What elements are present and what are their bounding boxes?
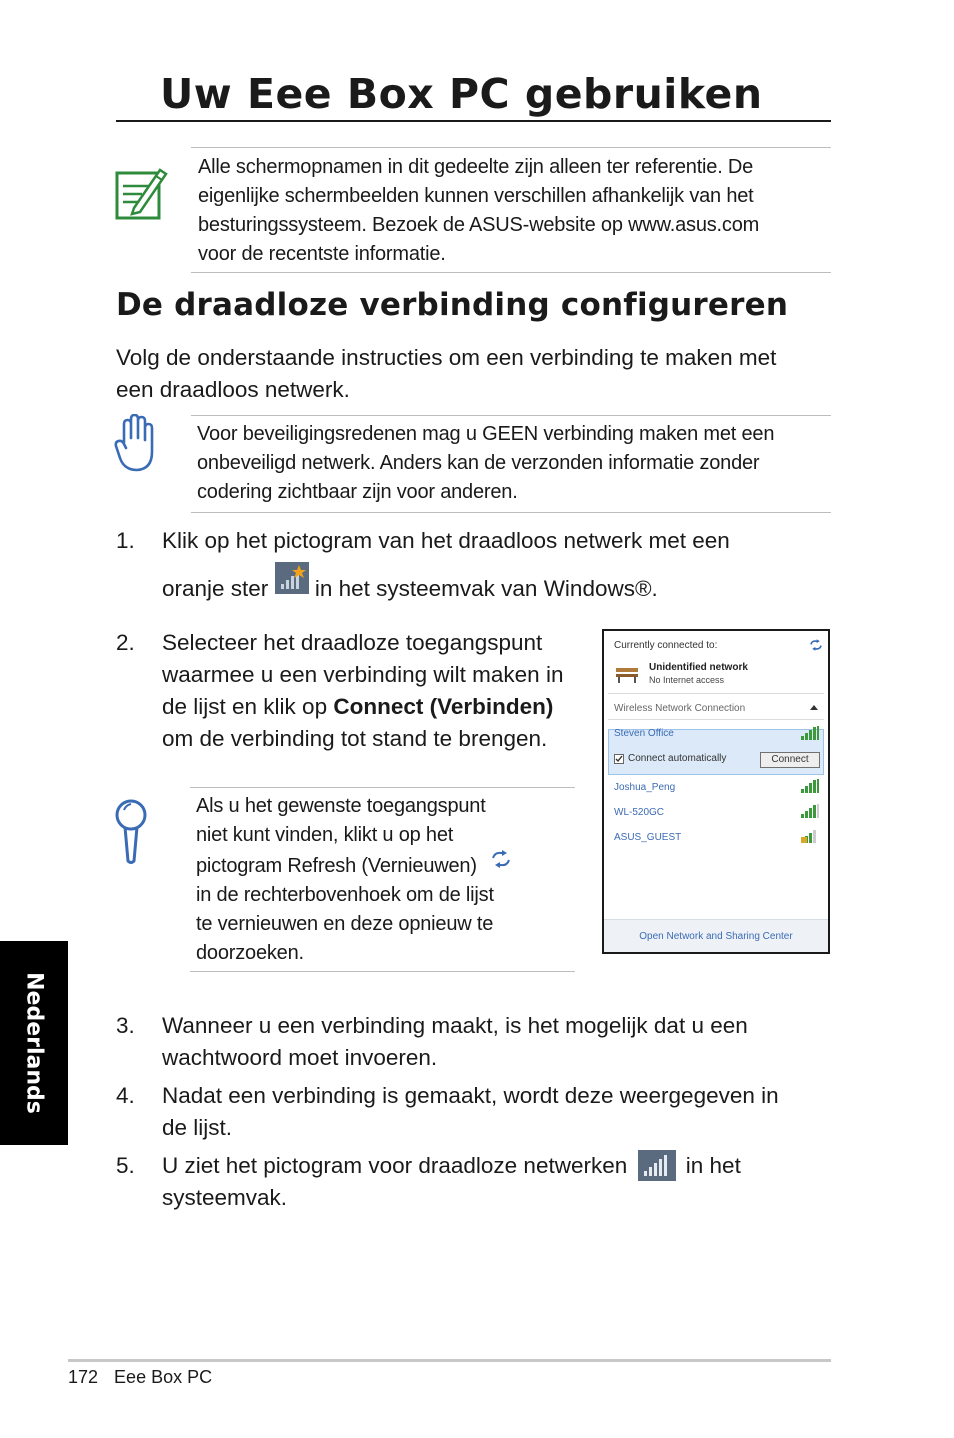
page-title: Uw Eee Box PC gebruiken bbox=[160, 70, 763, 118]
network-item[interactable]: Joshua_Peng bbox=[614, 782, 676, 793]
language-label: Nederlands bbox=[21, 972, 47, 1114]
bench-network-icon bbox=[614, 664, 640, 684]
signal-icon bbox=[800, 779, 820, 793]
intro-line: een draadloos netwerk. bbox=[116, 377, 350, 402]
network-item[interactable]: WL-520GC bbox=[614, 807, 665, 818]
step-text: wachtwoord moet invoeren. bbox=[162, 1045, 438, 1070]
intro-line: Volg de onderstaande instructies om een verbinding te maken met bbox=[116, 345, 777, 370]
tip-box bbox=[190, 787, 575, 972]
note-line: Alle schermopnamen in dit gedeelte zijn alleen ter referentie. De bbox=[198, 156, 754, 178]
signal-icon bbox=[800, 726, 820, 740]
page-footer bbox=[68, 1367, 212, 1388]
section-title: De draadloze verbinding configureren bbox=[116, 287, 789, 323]
refresh-icon[interactable] bbox=[809, 639, 823, 651]
network-status: No Internet access bbox=[649, 675, 725, 685]
tip-line: in de rechterbovenhoek om de lijst bbox=[196, 884, 494, 906]
step-number: 4. bbox=[116, 1083, 135, 1108]
connect-label: Connect (Verbinden) bbox=[333, 694, 554, 719]
refresh-icon bbox=[490, 850, 512, 868]
warning-line: codering zichtbaar zijn voor anderen. bbox=[197, 481, 518, 503]
check-icon bbox=[615, 755, 623, 763]
step-number: 3. bbox=[116, 1013, 135, 1038]
step-text: Selecteer het draadloze toegangspunt bbox=[162, 630, 543, 655]
step-number: 2. bbox=[116, 630, 135, 655]
intro-paragraph bbox=[116, 342, 836, 406]
warning-box bbox=[191, 415, 831, 513]
tip-line: te vernieuwen en deze opnieuw te bbox=[196, 913, 494, 935]
magnifier-icon bbox=[112, 798, 152, 866]
divider bbox=[608, 693, 824, 694]
step-5 bbox=[116, 1150, 836, 1216]
divider bbox=[608, 719, 824, 720]
currently-connected-label: Currently connected to: bbox=[614, 640, 718, 651]
step-text: waarmee u een verbinding wilt maken in bbox=[162, 662, 564, 687]
tip-line: doorzoeken. bbox=[196, 942, 304, 964]
step-1 bbox=[116, 525, 836, 601]
step-text: de lijst en klik op bbox=[162, 694, 334, 719]
tip-line: Als u het gewenste toegangspunt bbox=[196, 795, 486, 817]
step-text: Klik op het pictogram van het draadloos netwerk met een bbox=[162, 528, 730, 553]
collapse-arrow-icon[interactable] bbox=[810, 705, 818, 710]
note-line: besturingssysteem. Bezoek de ASUS-website op www.asus.com bbox=[198, 214, 760, 236]
connect-auto-label: Connect automatically bbox=[628, 753, 727, 764]
step-text: oranje ster bbox=[162, 576, 269, 601]
signal-secured-icon bbox=[800, 829, 820, 845]
step-text: in het systeemvak van Windows®. bbox=[314, 576, 658, 601]
step-text: Wanneer u een verbinding maakt, is het mogelijk dat u een bbox=[162, 1013, 748, 1038]
product-name: Eee Box PC bbox=[114, 1367, 213, 1387]
warning-line: onbeveiligd netwerk. Anders kan de verzonden informatie zonder bbox=[197, 452, 760, 474]
step-text: Nadat een verbinding is gemaakt, wordt deze weergegeven in bbox=[162, 1083, 779, 1108]
wireless-network-icon bbox=[638, 1150, 676, 1181]
page-number: 172 bbox=[68, 1367, 99, 1387]
signal-icon bbox=[800, 804, 820, 818]
note-line: eigenlijke schermbeelden kunnen verschillen afhankelijk van het bbox=[198, 185, 754, 207]
step-number: 5. bbox=[116, 1153, 135, 1178]
note-box bbox=[191, 147, 831, 273]
footer-rule bbox=[68, 1359, 831, 1362]
step-text: U ziet het pictogram voor draadloze netwerken bbox=[162, 1153, 628, 1178]
wireless-star-icon bbox=[275, 562, 309, 594]
step-2 bbox=[116, 627, 596, 757]
network-name: Unidentified network bbox=[649, 662, 748, 673]
warning-line: Voor beveiligingsredenen mag u GEEN verbinding maken met een bbox=[197, 423, 775, 445]
step-text: in het bbox=[685, 1153, 741, 1178]
network-item[interactable]: ASUS_GUEST bbox=[614, 832, 682, 843]
section-label: Wireless Network Connection bbox=[614, 703, 746, 714]
network-list-panel bbox=[602, 629, 830, 954]
connect-button[interactable]: Connect bbox=[760, 752, 820, 768]
step-4 bbox=[116, 1080, 836, 1144]
note-icon bbox=[114, 164, 168, 222]
step-text: de lijst. bbox=[162, 1115, 233, 1140]
tip-line: pictogram Refresh (Vernieuwen) bbox=[196, 855, 477, 877]
tip-line: niet kunt vinden, klikt u op het bbox=[196, 824, 454, 846]
title-rule bbox=[116, 120, 831, 122]
connect-auto-checkbox[interactable] bbox=[614, 754, 624, 764]
network-center-link[interactable]: Open Network and Sharing Center bbox=[604, 919, 828, 952]
warning-hand-icon bbox=[114, 414, 158, 474]
language-tab bbox=[0, 941, 68, 1145]
step-text: systeemvak. bbox=[162, 1185, 288, 1210]
step-number: 1. bbox=[116, 528, 135, 553]
selected-network-name: Steven Office bbox=[614, 728, 674, 739]
note-line: voor de recentste informatie. bbox=[198, 243, 446, 265]
step-3 bbox=[116, 1010, 836, 1074]
step-text: om de verbinding tot stand te brengen. bbox=[162, 726, 548, 751]
